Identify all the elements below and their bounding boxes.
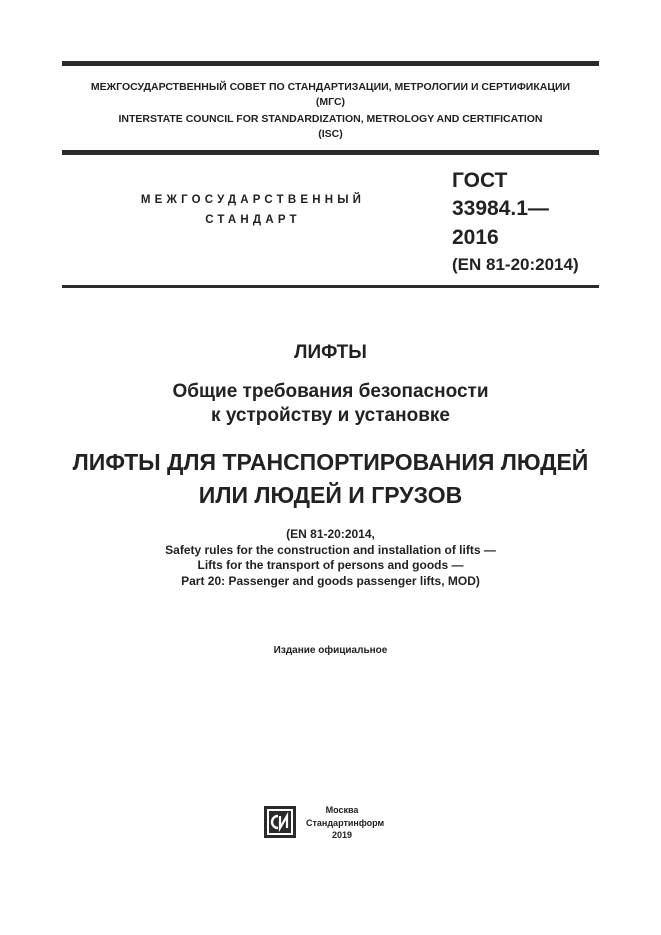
en-title-line-2: Safety rules for the construction and installation of lifts — [165,542,496,557]
en-title-line-4: Part 20: Passenger and goods passenger lifts, MOD) [181,573,480,588]
subtitle-ru [62,380,599,428]
gost-year: 2016 [452,226,499,249]
publisher-info [306,804,385,842]
gost-number: 33984.1— [452,197,549,220]
main-title [62,446,599,512]
council-ru-abbrev: (МГС) [315,96,346,108]
publisher-city: Москва [325,805,359,815]
council-name-en [62,112,599,142]
main-title-line-1: ЛИФТЫ ДЛЯ ТРАНСПОРТИРОВАНИЯ ЛЮДЕЙ [72,449,589,475]
council-ru-line-1: МЕЖГОСУДАРСТВЕННЫЙ СОВЕТ ПО СТАНДАРТИЗАЦИИ, МЕТРОЛОГИИ И СЕРТИФИКАЦИИ [90,81,571,93]
subtitle-line-2: к устройству и установке [211,405,450,426]
gost-en-reference: (EN 81-20:2014) [452,255,579,274]
middle-rule [62,150,599,155]
publisher-name: Стандартинформ [306,817,385,828]
standard-kind-line-2: СТАНДАРТ [205,214,301,226]
english-title-block [62,527,599,589]
top-rule [62,61,599,66]
subtitle-line-1: Общие требования безопасности [172,381,489,402]
standard-kind-line-1: МЕЖГОСУДАРСТВЕННЫЙ [140,194,366,206]
main-title-line-2: ИЛИ ЛЮДЕЙ И ГРУЗОВ [198,482,463,508]
council-en-line-1: INTERSTATE COUNCIL FOR STANDARDIZATION, METROLOGY AND CERTIFICATION [118,113,543,125]
en-title-line-3: Lifts for the transport of persons and goods — [197,558,464,572]
standartinform-logo-icon [264,806,296,838]
en-title-line-1: (EN 81-20:2014, [286,527,375,541]
council-name-ru [62,80,599,110]
council-en-abbrev: (ISC) [318,128,343,140]
publisher-year: 2019 [331,830,353,840]
edition-note: Издание официальное [273,645,388,656]
bottom-rule [62,285,599,288]
title-lifts: ЛИФТЫ [294,342,367,363]
gost-label: ГОСТ [452,169,508,192]
